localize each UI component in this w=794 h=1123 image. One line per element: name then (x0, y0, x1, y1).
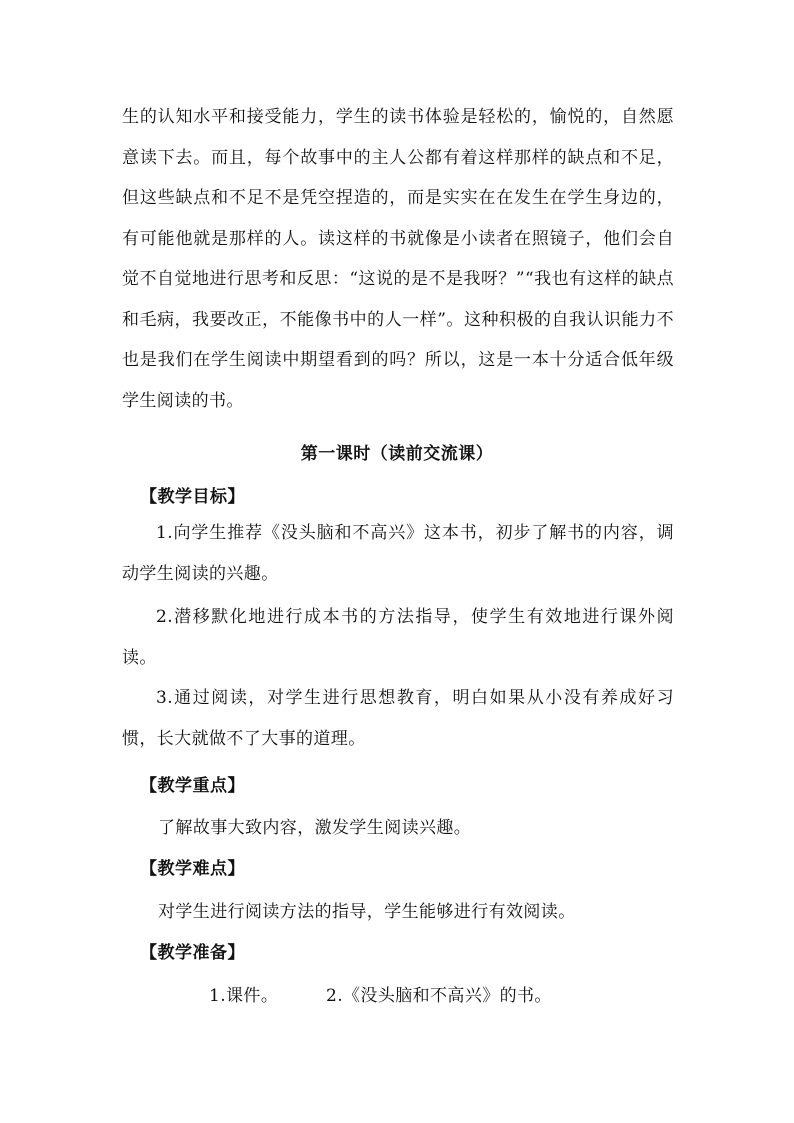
objective-item-1: 1.向学生推荐《没头脑和不高兴》这本书，初步了解书的内容，调动学生阅读的兴趣。 (122, 523, 674, 584)
preparation-item-2: 2.《没头脑和不高兴》的书。 (326, 986, 552, 1006)
objectives-heading: 【教学目标】 (140, 487, 245, 507)
key-points-text: 了解故事大致内容，激发学生阅读兴趣。 (158, 818, 472, 838)
key-points-heading: 【教学重点】 (140, 776, 245, 796)
preparation-item-1: 1.课件。 (209, 986, 279, 1006)
objective-item-2: 2.潜移默化地进行成本书的方法指导，使学生有效地进行课外阅读。 (122, 607, 674, 668)
difficulties-text: 对学生进行阅读方法的指导，学生能够进行有效阅读。 (158, 902, 576, 922)
preparation-heading: 【教学准备】 (140, 943, 245, 963)
difficulties-heading: 【教学难点】 (140, 859, 245, 879)
intro-paragraph: 生的认知水平和接受能力，学生的读书体验是轻松的，愉悦的，自然愿意读下去。而且，每个故事中的主人公都有着这样那样的缺点和不足，但这些缺点和不足不是凭空捏造的，而是实实在在发生在学生身边的，有可能他就是那样的人。读这样的书就像是小读者在照镜子，他们会自觉不自觉地进行思考和反思：“这说的是不是我呀？”“我也有这样的缺点和毛病，我要改正，不能像书中的人一样”。这种积极的自我认识能力不也是我们在学生阅读中期望看到的吗？所以，这是一本十分适合低年级学生阅读的书。 (122, 107, 674, 411)
objective-item-3: 3.通过阅读，对学生进行思想教育，明白如果从小没有养成好习惯，长大就做不了大事的道理。 (122, 688, 674, 749)
lesson-title: 第一课时（读前交流课） (300, 444, 494, 464)
